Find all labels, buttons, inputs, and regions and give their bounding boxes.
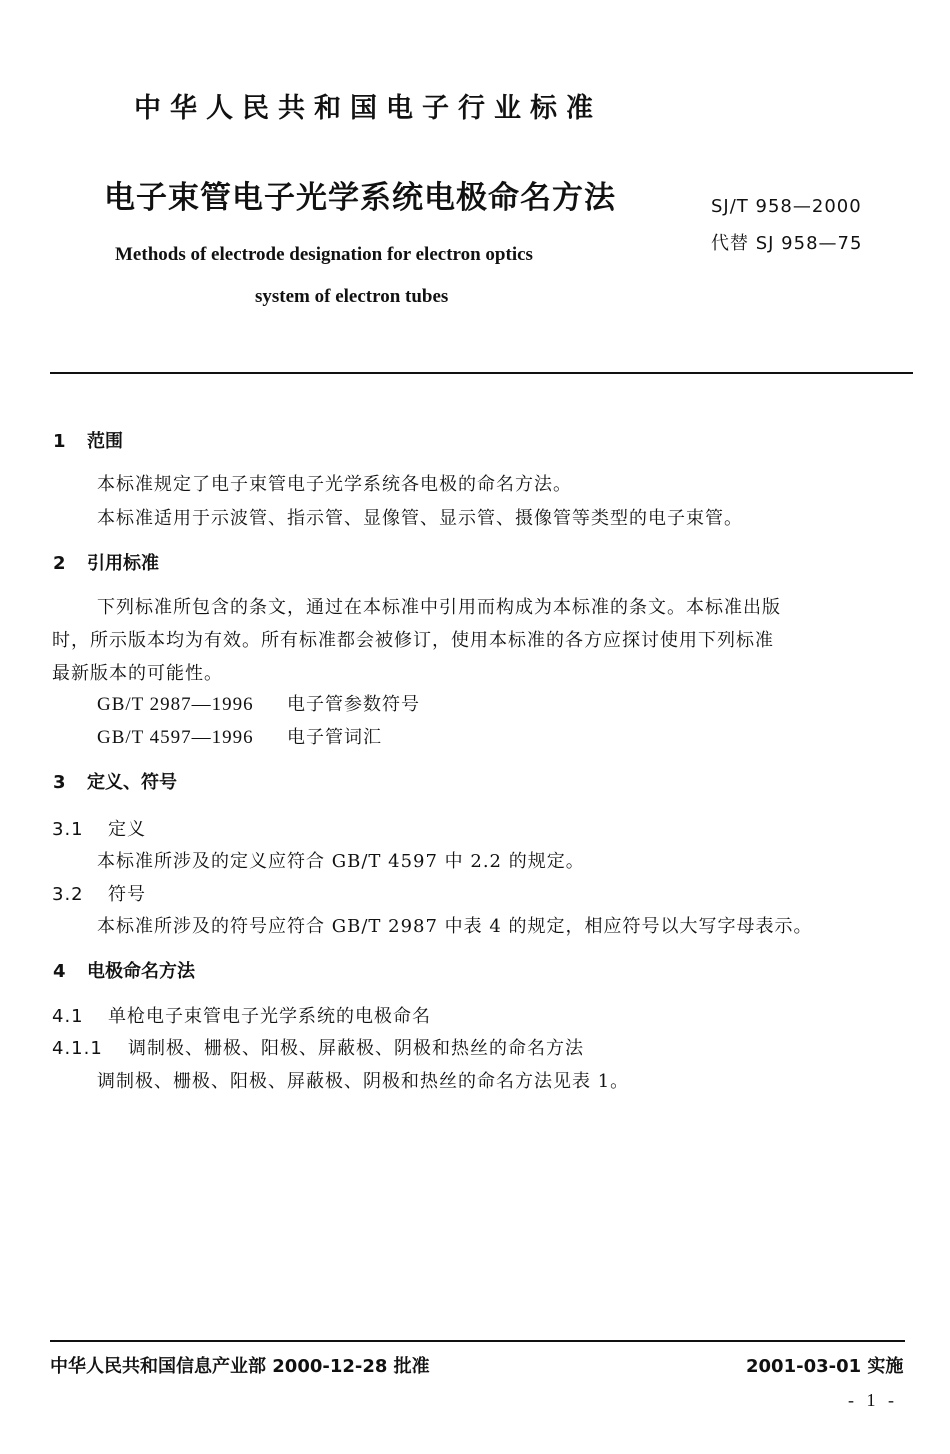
section-1-heading: [53, 427, 123, 453]
section-title: 电极命名方法: [87, 961, 195, 982]
section-2-paragraph-line3: 最新版本的可能性。: [52, 663, 223, 684]
standard-organization: 中华人民共和国电子行业标准: [134, 93, 602, 124]
subsection-4-1-1-heading: [52, 1034, 584, 1060]
subsection-number: 4.1.1: [52, 1038, 103, 1059]
reference-title: 电子管参数符号: [287, 694, 420, 715]
subsection-number: 3.1: [52, 819, 84, 840]
section-1-paragraph-1: 本标准规定了电子束管电子光学系统各电极的命名方法。: [97, 474, 572, 495]
normative-reference: [97, 690, 420, 716]
section-4-heading: [53, 957, 195, 983]
normative-reference: [97, 723, 382, 749]
subsection-3-1-paragraph: 本标准所涉及的定义应符合 GB/T 4597 中 2.2 的规定。: [97, 851, 585, 872]
section-number: 3: [53, 772, 66, 793]
subsection-number: 3.2: [52, 884, 84, 905]
section-title: 定义、符号: [87, 772, 177, 793]
section-2-paragraph-line1: 下列标准所包含的条文，通过在本标准中引用而构成为本标准的条文。本标准出版: [97, 597, 781, 618]
subsection-title: 单枪电子束管电子光学系统的电极命名: [108, 1006, 431, 1027]
subsection-3-2-heading: [52, 880, 146, 906]
document-title-chinese: 电子束管电子光学系统电极命名方法: [104, 180, 616, 216]
subsection-title: 定义: [108, 819, 146, 840]
document-title-english-line1: Methods of electrode designation for electron optics: [115, 244, 533, 265]
subsection-3-2-paragraph: 本标准所涉及的符号应符合 GB/T 2987 中表 4 的规定，相应符号以大写字母表示。: [97, 916, 813, 937]
subsection-4-1-1-paragraph: 调制极、栅极、阳极、屏蔽极、阴极和热丝的命名方法见表 1。: [97, 1071, 630, 1092]
reference-code: GB/T 4597—1996: [97, 727, 254, 748]
subsection-title: 符号: [108, 884, 146, 905]
section-2-heading: [53, 549, 159, 575]
standard-number: SJ/T 958—2000: [711, 196, 862, 217]
subsection-3-1-heading: [52, 815, 146, 841]
reference-title: 电子管词汇: [287, 727, 382, 748]
subsection-title: 调制极、栅极、阳极、屏蔽极、阴极和热丝的命名方法: [128, 1038, 584, 1059]
reference-code: GB/T 2987—1996: [97, 694, 254, 715]
document-title-english-line2: system of electron tubes: [255, 286, 449, 307]
section-1-paragraph-2: 本标准适用于示波管、指示管、显像管、显示管、摄像管等类型的电子束管。: [97, 508, 743, 529]
section-3-heading: [53, 768, 177, 794]
section-2-paragraph-line2: 时，所示版本均为有效。所有标准都会被修订，使用本标准的各方应探讨使用下列标准: [52, 630, 774, 651]
section-title: 范围: [87, 431, 123, 452]
subsection-4-1-heading: [52, 1002, 431, 1028]
subsection-number: 4.1: [52, 1006, 84, 1027]
footer-divider: [50, 1340, 905, 1342]
page-number: - 1 -: [848, 1390, 898, 1410]
standard-replaces: 代替 SJ 958—75: [711, 233, 863, 254]
section-number: 4: [53, 961, 66, 982]
header-divider: [50, 372, 913, 374]
approval-statement: 中华人民共和国信息产业部 2000-12-28 批准: [50, 1356, 430, 1377]
section-number: 1: [53, 431, 66, 452]
effective-date: 2001-03-01 实施: [746, 1356, 904, 1377]
section-title: 引用标准: [87, 553, 159, 574]
section-number: 2: [53, 553, 66, 574]
